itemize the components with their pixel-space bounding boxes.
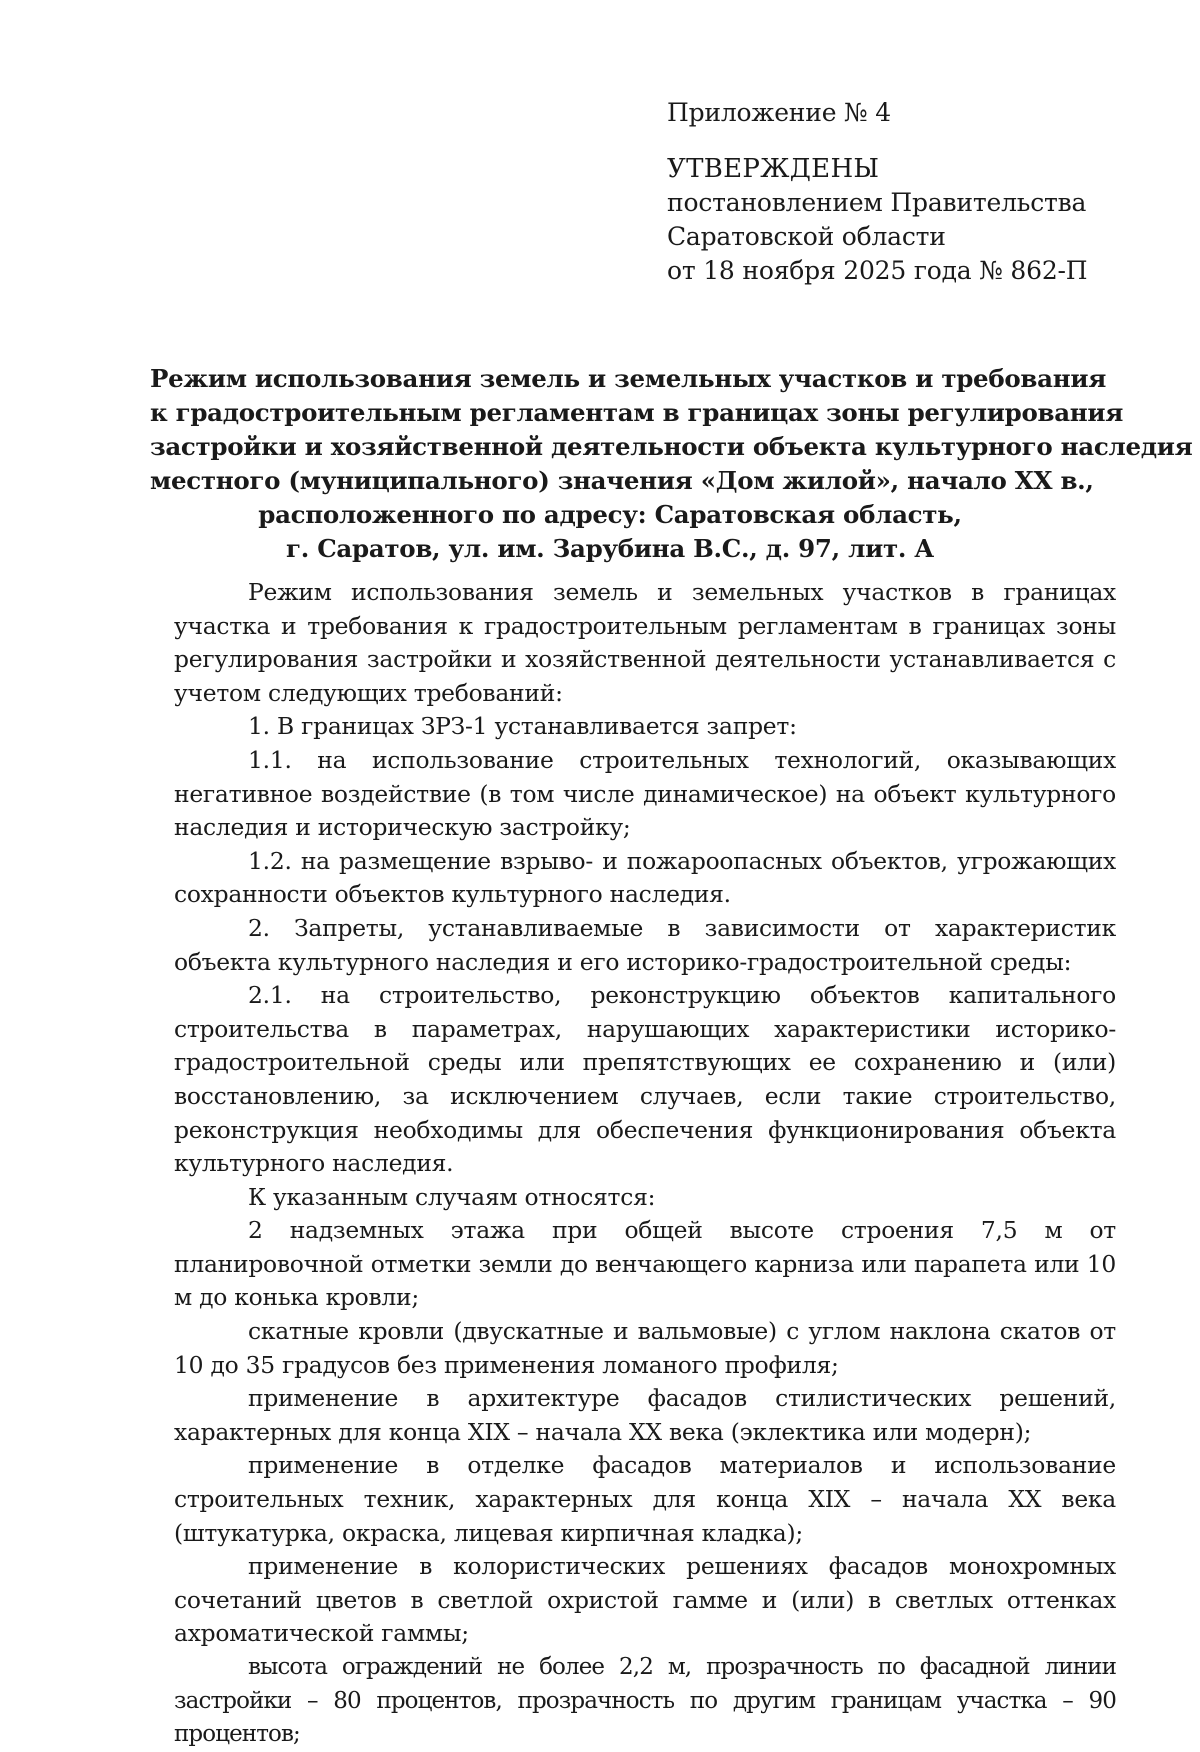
- document-title: [150, 362, 1193, 566]
- appendix-number: Приложение № 4: [667, 98, 891, 127]
- body-paragraph: Режим использования земель и земельных участков в границах участка и требования к градостроительным регламентам в границах зоны регулирования застройки и хозяйственной деятельности устанавливается с учетом следующих требований:: [174, 578, 1116, 707]
- title-line: местного (муниципального) значения «Дом жилой», начало XX в.,: [150, 466, 1094, 495]
- title-line: Режим использования земель и земельных участков и требования: [150, 364, 1107, 393]
- body-paragraph: К указанным случаям относятся:: [248, 1182, 656, 1211]
- body-paragraph: применение в колористических решениях фасадов монохромных сочетаний цветов в светлой охристой гамме и (или) в светлых оттенках ахроматической гаммы;: [174, 1552, 1116, 1648]
- body-paragraph: применение в архитектуре фасадов стилистических решений, характерных для конца XIX – начала XX века (эклектика или модерн);: [174, 1384, 1116, 1446]
- title-line: расположенного по адресу: Саратовская область,: [258, 500, 962, 529]
- title-line: к градостроительным регламентам в границах зоны регулирования: [150, 398, 1124, 427]
- body-paragraph: высота ограждений не более 2,2 м, прозрачность по фасадной линии застройки – 80 процентов, прозрачность по другим границам участка – 90 процентов;: [174, 1654, 1116, 1748]
- body-paragraph: 2 надземных этажа при общей высоте строения 7,5 м от планировочной отметки земли до венчающего карниза или парапета или 10 м до конька кровли;: [174, 1216, 1116, 1312]
- body-paragraph: применение в отделке фасадов материалов и использование строительных техник, характерных для конца XIX – начала XX века (штукатурка, окраска, лицевая кирпичная кладка);: [174, 1451, 1116, 1547]
- body-paragraph: 2. Запреты, устанавливаемые в зависимости от характеристик объекта культурного наследия и его историко-градостроительной среды:: [174, 913, 1116, 976]
- approval-block: [667, 96, 1167, 288]
- title-line: застройки и хозяйственной деятельности объекта культурного наследия: [150, 432, 1193, 461]
- approval-line-1: постановлением Правительства: [667, 188, 1087, 217]
- body-paragraph: 1.2. на размещение взрыво- и пожароопасных объектов, угрожающих сохранности объектов культурного наследия.: [174, 846, 1116, 909]
- approval-line-3: от 18 ноября 2025 года № 862-П: [667, 256, 1088, 285]
- body-paragraph: 2.1. на строительство, реконструкцию объектов капитального строительства в параметрах, нарушающих характеристики историко-градостроительной среды или препятствующих ее сохранению и (или) восстановлению, за исключением случаев, если такие строительство, реконструкция необходимы для обеспечения функционирования объекта культурного наследия.: [174, 981, 1116, 1178]
- document-body: [174, 576, 1116, 1752]
- body-paragraph: 1. В границах ЗРЗ-1 устанавливается запрет:: [248, 712, 797, 741]
- approved-heading: УТВЕРЖДЕНЫ: [667, 154, 880, 184]
- body-paragraph: 1.1. на использование строительных технологий, оказывающих негативное воздействие (в том числе динамическое) на объект культурного наследия и историческую застройку;: [174, 745, 1116, 842]
- title-line: г. Саратов, ул. им. Зарубина В.С., д. 97, лит. А: [286, 534, 934, 563]
- body-paragraph: скатные кровли (двускатные и вальмовые) с углом наклона скатов от 10 до 35 градусов без применения ломаного профиля;: [174, 1317, 1116, 1379]
- approval-line-2: Саратовской области: [667, 222, 946, 251]
